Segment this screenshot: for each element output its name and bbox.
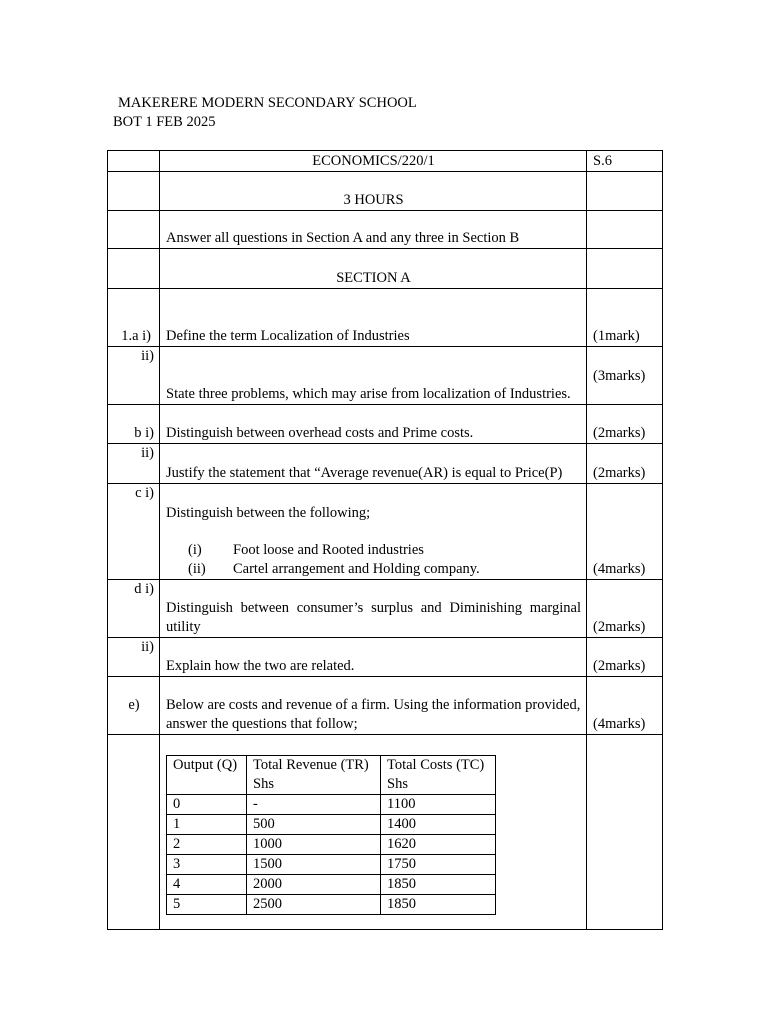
cost-revenue-table <box>166 755 496 915</box>
sub-item <box>166 541 581 560</box>
table-cell: 5 <box>167 895 247 915</box>
question-row <box>108 444 663 484</box>
table-cell: 2500 <box>247 895 381 915</box>
exam-duration: 3 HOURS <box>160 172 587 211</box>
table-cell: 3 <box>167 855 247 875</box>
question-number: ii) <box>108 444 160 484</box>
blank-cell <box>108 211 160 249</box>
question-number: c i) <box>108 484 160 580</box>
question-paper-table <box>107 150 663 930</box>
table-row <box>167 795 496 815</box>
question-text: Distinguish between the following; <box>166 505 371 521</box>
question-number: ii) <box>108 638 160 677</box>
table-cell: 4 <box>167 875 247 895</box>
sub-item-number: (ii) <box>188 561 206 577</box>
question-number: b i) <box>108 405 160 444</box>
question-text: State three problems, which may arise from localization of Industries. <box>160 347 587 405</box>
subject-code: ECONOMICS/220/1 <box>160 151 587 172</box>
question-text: Distinguish between consumer’s surplus and Diminishing marginal utility <box>160 580 587 638</box>
blank-cell <box>108 172 160 211</box>
question-text: Define the term Localization of Industries <box>160 289 587 347</box>
sub-item-text: Foot loose and Rooted industries <box>233 542 424 558</box>
instructions: Answer all questions in Section A and any three in Section B <box>160 211 587 249</box>
question-row <box>108 580 663 638</box>
table-cell: 1400 <box>381 815 496 835</box>
question-marks: (2marks) <box>587 405 663 444</box>
paper-code-row <box>108 151 663 172</box>
column-header: Total Costs (TC) Shs <box>381 756 496 795</box>
question-marks: (4marks) <box>587 484 663 580</box>
question-number: e) <box>108 677 160 735</box>
question-text: Explain how the two are related. <box>160 638 587 677</box>
table-row <box>167 895 496 915</box>
table-cell: 500 <box>247 815 381 835</box>
question-text: Distinguish between overhead costs and Prime costs. <box>160 405 587 444</box>
table-cell: - <box>247 795 381 815</box>
column-header: Total Revenue (TR) Shs <box>247 756 381 795</box>
question-row <box>108 638 663 677</box>
table-row <box>167 815 496 835</box>
question-row <box>108 405 663 444</box>
table-row <box>167 835 496 855</box>
blank-cell <box>587 249 663 289</box>
table-row <box>167 875 496 895</box>
table-cell: 1500 <box>247 855 381 875</box>
exam-term: BOT 1 FEB 2025 <box>113 114 216 130</box>
question-row <box>108 484 663 580</box>
table-cell: 1850 <box>381 875 496 895</box>
question-marks: (2marks) <box>587 580 663 638</box>
sub-item-text: Cartel arrangement and Holding company. <box>233 561 480 577</box>
section-row <box>108 249 663 289</box>
class-label: S.6 <box>587 151 663 172</box>
question-number: 1.a i) <box>108 289 160 347</box>
question-marks: (1mark) <box>587 289 663 347</box>
table-row <box>167 855 496 875</box>
instructions-row <box>108 211 663 249</box>
column-header: Output (Q) <box>167 756 247 795</box>
blank-cell <box>108 249 160 289</box>
blank-cell <box>108 151 160 172</box>
sub-item <box>166 560 581 579</box>
table-cell: 1 <box>167 815 247 835</box>
question-marks: (4marks) <box>587 677 663 735</box>
blank-cell <box>587 211 663 249</box>
question-row <box>108 347 663 405</box>
table-cell: 2000 <box>247 875 381 895</box>
table-cell: 1620 <box>381 835 496 855</box>
question-marks: (2marks) <box>587 444 663 484</box>
sub-item-number: (i) <box>188 542 202 558</box>
question-text: Below are costs and revenue of a firm. Using the information provided, answer the questions that follow; <box>160 677 587 735</box>
question-number: ii) <box>108 347 160 405</box>
table-cell: 1100 <box>381 795 496 815</box>
table-cell: 1750 <box>381 855 496 875</box>
cost-table-row <box>108 735 663 930</box>
section-title: SECTION A <box>160 249 587 289</box>
question-text: Justify the statement that “Average revenue(AR) is equal to Price(P) <box>160 444 587 484</box>
table-cell: 1850 <box>381 895 496 915</box>
table-cell: 0 <box>167 795 247 815</box>
blank-cell <box>108 735 160 930</box>
table-header-row <box>167 756 496 795</box>
question-text-block <box>160 484 587 580</box>
question-marks: (3marks) <box>587 347 663 405</box>
duration-row <box>108 172 663 211</box>
school-name: MAKERERE MODERN SECONDARY SCHOOL <box>118 95 417 111</box>
question-row <box>108 677 663 735</box>
table-cell: 2 <box>167 835 247 855</box>
question-row <box>108 289 663 347</box>
cost-table-cell <box>160 735 587 930</box>
table-cell: 1000 <box>247 835 381 855</box>
question-number: d i) <box>108 580 160 638</box>
blank-cell <box>587 735 663 930</box>
blank-cell <box>587 172 663 211</box>
question-marks: (2marks) <box>587 638 663 677</box>
